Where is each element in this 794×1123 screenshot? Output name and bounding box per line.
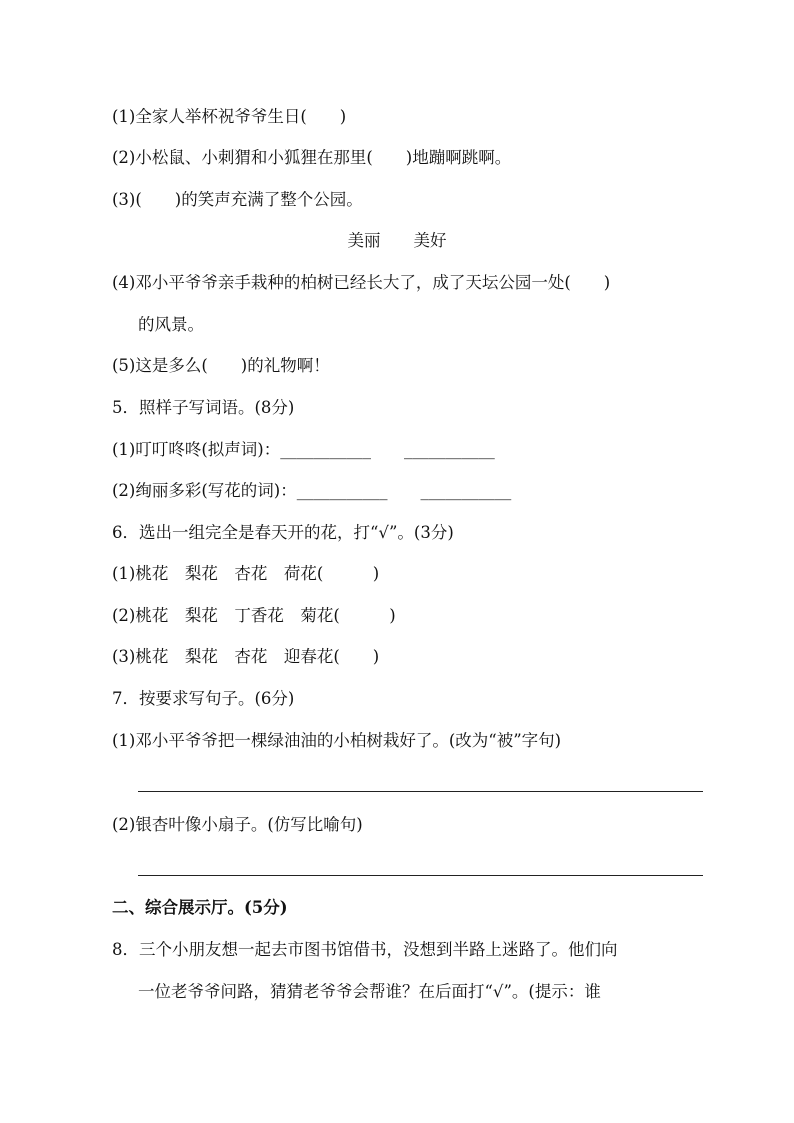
section-2-heading: 二、综合展示厅。(5分)	[112, 898, 288, 917]
q4-item-4: (4)邓小平爷爷亲手栽种的柏树已经长大了，成了天坛公园一处( )	[112, 273, 611, 292]
q4-item-3: (3)( )的笑声充满了整个公园。	[112, 190, 363, 209]
q4-item-1: (1)全家人举杯祝爷爷生日( )	[112, 107, 347, 126]
answer-line-2	[138, 875, 703, 876]
q6-item-1: (1)桃花 梨花 杏花 荷花( )	[112, 564, 380, 583]
q7-item-2: (2)银杏叶像小扇子。(仿写比喻句)	[112, 815, 363, 834]
q5-item-1: (1)叮叮咚咚(拟声词)：___________ ___________	[112, 440, 495, 459]
q4-item-2: (2)小松鼠、小刺猬和小狐狸在那里( )地蹦啊跳啊。	[112, 148, 512, 167]
q4-item-4-continued: 的风景。	[138, 315, 204, 334]
q7-item-1: (1)邓小平爷爷把一棵绿油油的小柏树栽好了。(改为“被”字句)	[112, 731, 562, 750]
word-choices: 美丽 美好	[347, 231, 447, 250]
q4-item-5: (5)这是多么( )的礼物啊！	[112, 356, 330, 375]
q7-heading: 7．按要求写句子。(6分)	[112, 689, 295, 708]
answer-line-1	[138, 791, 703, 792]
q6-item-2: (2)桃花 梨花 丁香花 菊花( )	[112, 606, 396, 625]
q8-text-line-1: 8．三个小朋友想一起去市图书馆借书，没想到半路上迷路了。他们向	[112, 940, 618, 959]
q8-text-line-2: 一位老爷爷问路，猜猜老爷爷会帮谁？在后面打“√”。(提示：谁	[138, 982, 601, 1001]
q6-heading: 6．选出一组完全是春天开的花，打“√”。(3分)	[112, 523, 454, 542]
q6-item-3: (3)桃花 梨花 杏花 迎春花( )	[112, 647, 380, 666]
q5-heading: 5．照样子写词语。(8分)	[112, 398, 295, 417]
q5-item-2: (2)绚丽多彩(写花的词)：___________ ___________	[112, 481, 512, 500]
